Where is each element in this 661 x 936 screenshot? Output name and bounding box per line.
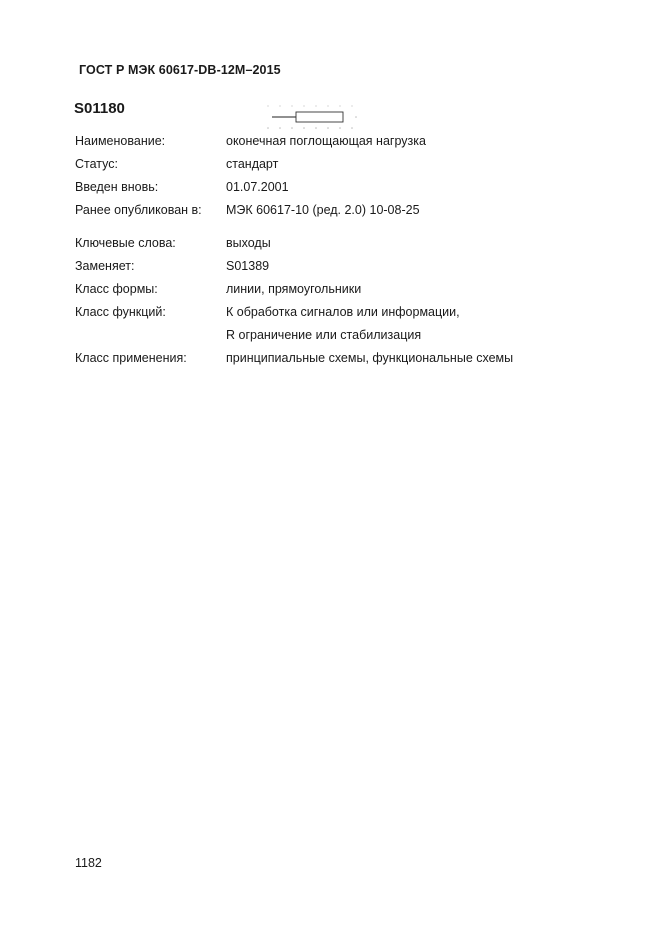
property-row-name (75, 132, 513, 155)
property-value: стандарт (226, 157, 279, 171)
property-row-function-class-continued (75, 326, 513, 349)
page-number: 1182 (75, 856, 102, 870)
property-label: Класс применения: (75, 351, 187, 365)
property-value: оконечная поглощающая нагрузка (226, 134, 426, 148)
property-value: 01.07.2001 (226, 180, 289, 194)
property-label: Наименование: (75, 134, 166, 148)
property-label: Класс функций: (75, 305, 166, 319)
property-value: линии, прямоугольники (226, 282, 362, 296)
property-row-application-class (75, 349, 513, 372)
property-value: К обработка сигналов или информации, (226, 305, 460, 319)
symbol-id: S01180 (74, 100, 125, 117)
symbol-properties (75, 132, 513, 372)
property-label: Ранее опубликован в: (75, 203, 202, 217)
property-row-status (75, 155, 513, 178)
property-label: Статус: (75, 157, 118, 171)
property-row-keywords (75, 234, 513, 257)
property-value: принципиальные схемы, функциональные схемы (226, 351, 514, 365)
property-row-replaces (75, 257, 513, 280)
property-row-function-class (75, 303, 513, 326)
property-value: МЭК 60617-10 (ред. 2.0) 10-08-25 (226, 203, 420, 217)
property-label: Введен вновь: (75, 180, 159, 194)
property-label: Заменяет: (75, 259, 135, 273)
terminating-load-symbol-icon (262, 100, 362, 132)
property-row-shape-class (75, 280, 513, 303)
property-label: Ключевые слова: (75, 236, 176, 250)
property-row-introduced (75, 178, 513, 201)
property-label: Класс формы: (75, 282, 158, 296)
property-value: выходы (226, 236, 271, 250)
standard-title: ГОСТ Р МЭК 60617-DB-12M–2015 (79, 63, 281, 77)
property-label (75, 326, 226, 349)
property-value: R ограничение или стабилизация (226, 328, 422, 342)
property-row-previously-published (75, 201, 513, 224)
property-value: S01389 (226, 259, 270, 273)
